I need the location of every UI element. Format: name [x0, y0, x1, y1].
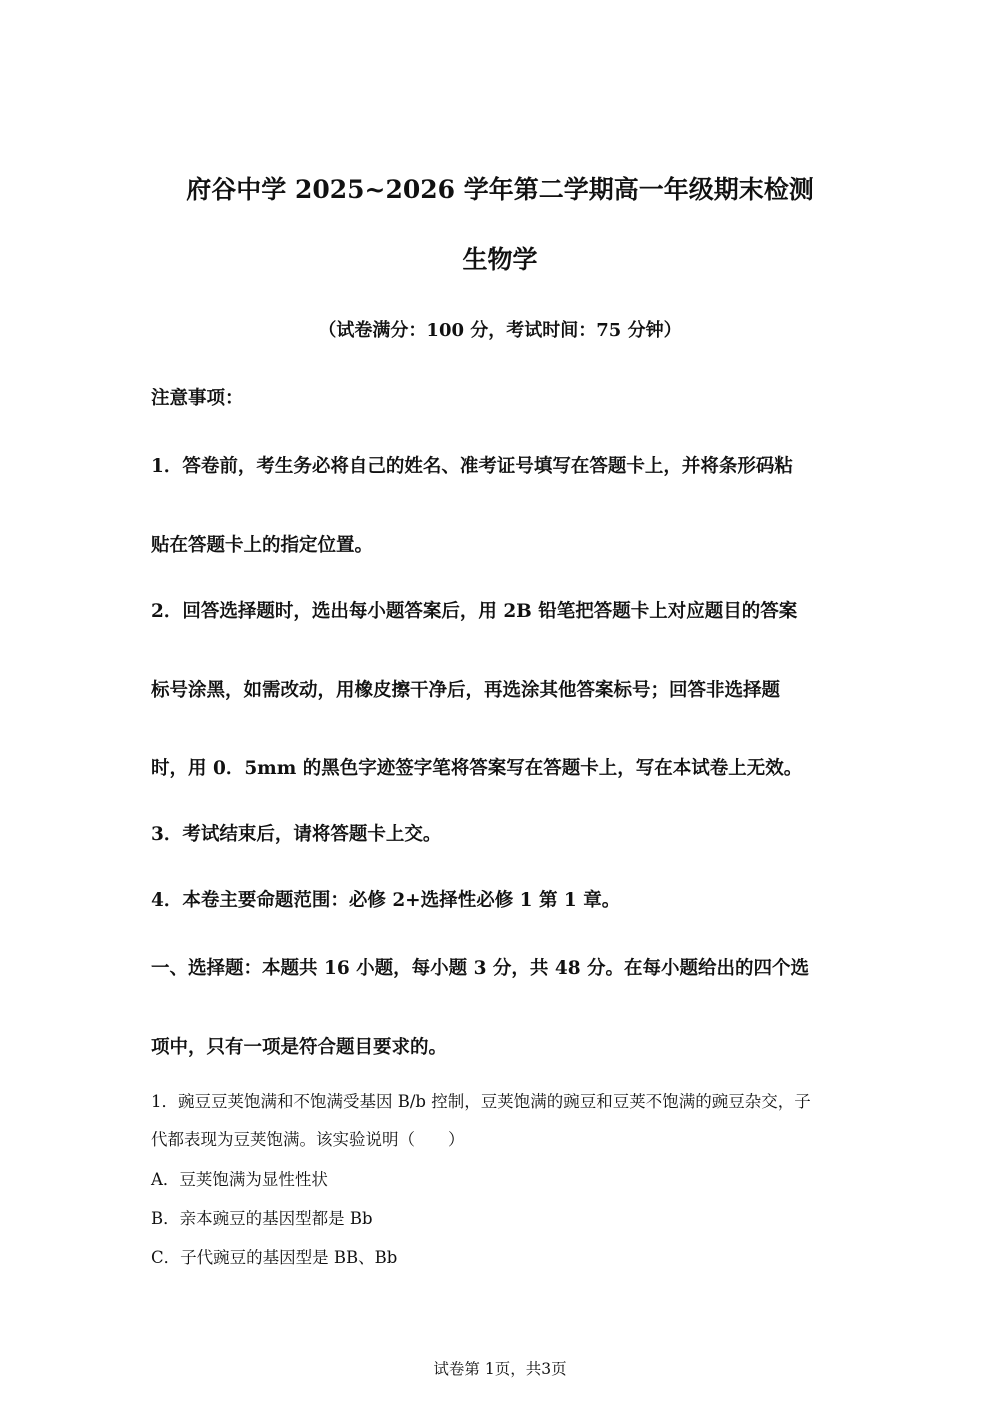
question-stem: 1．豌豆豆荚饱满和不饱满受基因 B/b 控制，豆荚饱满的豌豆和豆荚不饱满的豌豆杂交，子 — [151, 1092, 811, 1111]
page-footer: 试卷第 1页，共3页 — [433, 1360, 567, 1378]
exam-meta: （试卷满分：100 分，考试时间：75 分钟） — [318, 320, 682, 341]
section-heading: 一、选择题：本题共 16 小题，每小题 3 分，共 48 分。在每小题给出的四个选 — [151, 958, 810, 979]
question-option: B．亲本豌豆的基因型都是 Bb — [151, 1209, 373, 1228]
section-heading: 项中，只有一项是符合题目要求的。 — [151, 1037, 448, 1058]
notice-line: 标号涂黑，如需改动，用橡皮擦干净后，再选涂其他答案标号；回答非选择题 — [151, 680, 781, 701]
question-stem: 代都表现为豆荚饱满。该实验说明（ ） — [151, 1130, 465, 1149]
notice-line: 1．答卷前，考生务必将自己的姓名、准考证号填写在答题卡上，并将条形码粘 — [151, 456, 793, 477]
notice-line: 4．本卷主要命题范围：必修 2+选择性必修 1 第 1 章。 — [151, 890, 621, 911]
notice-line: 3．考试结束后，请将答题卡上交。 — [151, 824, 442, 845]
exam-title: 府谷中学 2025~2026 学年第二学期高一年级期末检测 — [186, 175, 814, 204]
notice-line: 2．回答选择题时，选出每小题答案后，用 2B 铅笔把答题卡上对应题目的答案 — [151, 601, 798, 622]
question-option: C．子代豌豆的基因型是 BB、Bb — [151, 1248, 398, 1267]
notice-line: 贴在答题卡上的指定位置。 — [151, 535, 374, 556]
notice-line: 时，用 0．5mm 的黑色字迹签字笔将答案写在答题卡上，写在本试卷上无效。 — [151, 758, 803, 779]
question-option: A．豆荚饱满为显性性状 — [151, 1170, 328, 1189]
notice-heading: 注意事项： — [151, 388, 244, 409]
subject-title: 生物学 — [462, 245, 538, 274]
